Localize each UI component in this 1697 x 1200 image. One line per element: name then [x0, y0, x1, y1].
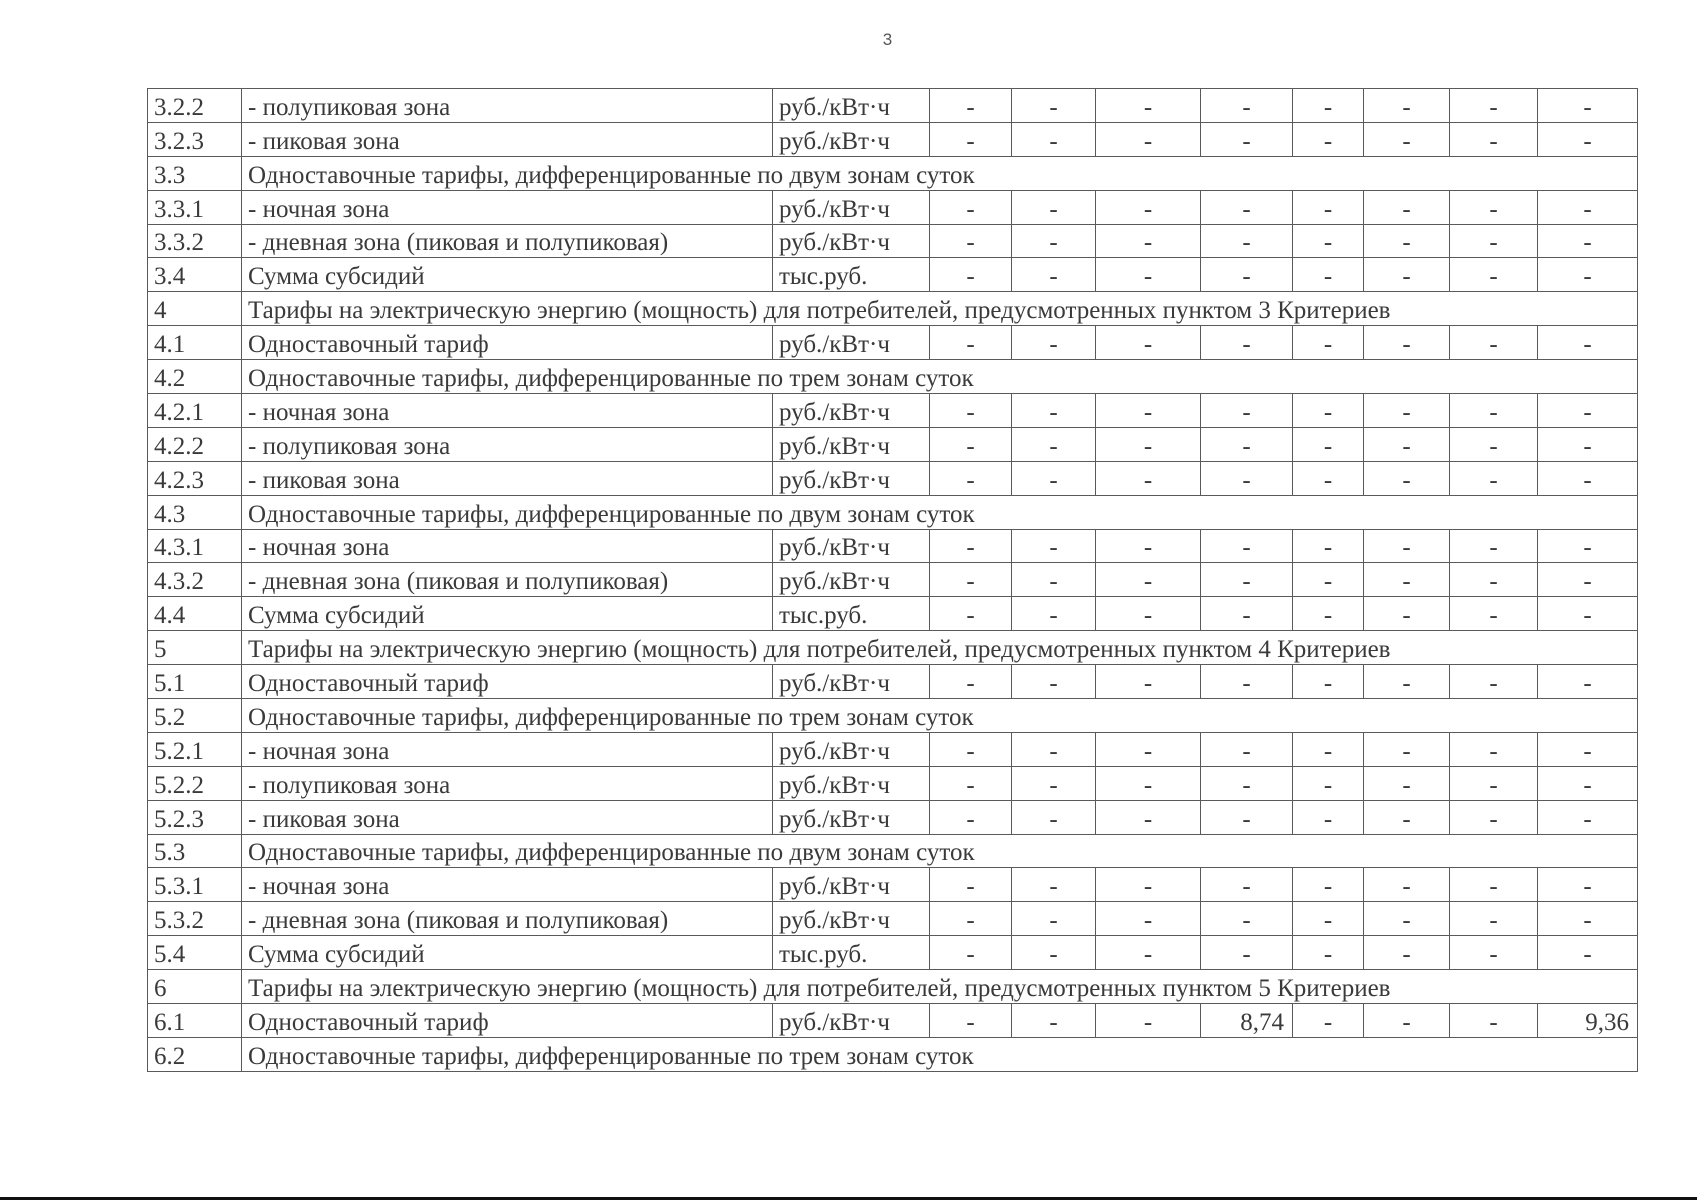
row-name: - дневная зона (пиковая и полупиковая) [242, 224, 773, 258]
value-cell: - [1364, 597, 1450, 631]
value-cell: - [1538, 766, 1638, 800]
section-row [148, 156, 1638, 190]
value-cell: - [1364, 665, 1450, 699]
section-title: Одноставочные тарифы, дифференцированные по трем зонам суток [242, 1037, 1638, 1071]
section-title: Одноставочные тарифы, дифференцированные по трем зонам суток [242, 699, 1638, 733]
unit-cell: руб./кВт·ч [773, 190, 930, 224]
value-cell: - [1364, 529, 1450, 563]
section-title: Тарифы на электрическую энергию (мощность) для потребителей, предусмотренных пунктом 3 Критериев [242, 292, 1638, 326]
value-cell: - [1538, 89, 1638, 123]
row-name: - полупиковая зона [242, 766, 773, 800]
value-cell: - [1293, 766, 1364, 800]
table-row [148, 122, 1638, 156]
value-cell: - [1012, 529, 1096, 563]
value-cell: - [930, 122, 1012, 156]
unit-cell: руб./кВт·ч [773, 766, 930, 800]
value-cell: - [1096, 563, 1201, 597]
value-cell: - [930, 326, 1012, 360]
row-number: 4.1 [148, 326, 242, 360]
value-cell: - [1364, 563, 1450, 597]
value-cell: - [1201, 665, 1293, 699]
value-cell: - [1096, 89, 1201, 123]
value-cell: - [1096, 1004, 1201, 1038]
value-cell: - [1201, 868, 1293, 902]
value-cell: - [930, 190, 1012, 224]
unit-cell: руб./кВт·ч [773, 326, 930, 360]
row-number: 5.2 [148, 699, 242, 733]
section-title: Тарифы на электрическую энергию (мощность) для потребителей, предусмотренных пунктом 4 Критериев [242, 631, 1638, 665]
value-cell: - [1201, 800, 1293, 834]
row-number: 6.1 [148, 1004, 242, 1038]
row-name: - ночная зона [242, 394, 773, 428]
table-row [148, 1004, 1638, 1038]
value-cell: - [1012, 224, 1096, 258]
value-cell: - [1201, 122, 1293, 156]
row-name: Сумма субсидий [242, 597, 773, 631]
value-cell: - [930, 461, 1012, 495]
section-row [148, 495, 1638, 529]
value-cell: - [1201, 563, 1293, 597]
value-cell: - [1538, 868, 1638, 902]
value-cell: - [930, 563, 1012, 597]
value-cell: - [1201, 326, 1293, 360]
value-cell: - [1538, 529, 1638, 563]
value-cell: - [1012, 427, 1096, 461]
value-cell: - [1293, 461, 1364, 495]
unit-cell: руб./кВт·ч [773, 461, 930, 495]
section-row [148, 360, 1638, 394]
unit-cell: тыс.руб. [773, 258, 930, 292]
value-cell: - [1012, 597, 1096, 631]
value-cell: - [1450, 224, 1538, 258]
row-number: 4.3 [148, 495, 242, 529]
value-cell: - [930, 732, 1012, 766]
row-number: 5.2.1 [148, 732, 242, 766]
value-cell: - [930, 665, 1012, 699]
row-number: 4.3.1 [148, 529, 242, 563]
unit-cell: руб./кВт·ч [773, 665, 930, 699]
value-cell: - [1012, 936, 1096, 970]
value-cell: - [1538, 563, 1638, 597]
value-cell: - [1450, 732, 1538, 766]
section-title: Одноставочные тарифы, дифференцированные по двум зонам суток [242, 495, 1638, 529]
row-name: - дневная зона (пиковая и полупиковая) [242, 563, 773, 597]
value-cell: - [1096, 665, 1201, 699]
table-row [148, 800, 1638, 834]
value-cell: - [1538, 326, 1638, 360]
section-title: Одноставочные тарифы, дифференцированные по двум зонам суток [242, 156, 1638, 190]
section-row [148, 292, 1638, 326]
value-cell: - [930, 89, 1012, 123]
value-cell: - [1538, 597, 1638, 631]
row-number: 5.3 [148, 834, 242, 868]
value-cell: - [930, 1004, 1012, 1038]
table-row [148, 258, 1638, 292]
value-cell: - [1450, 326, 1538, 360]
row-number: 4.3.2 [148, 563, 242, 597]
row-number: 3.3.2 [148, 224, 242, 258]
value-cell: - [1096, 190, 1201, 224]
value-cell: - [1201, 732, 1293, 766]
value-cell: - [1293, 258, 1364, 292]
unit-cell: руб./кВт·ч [773, 427, 930, 461]
row-name: Одноставочный тариф [242, 665, 773, 699]
value-cell: - [1293, 902, 1364, 936]
value-cell: - [1538, 461, 1638, 495]
unit-cell: руб./кВт·ч [773, 563, 930, 597]
value-cell: - [1096, 258, 1201, 292]
row-name: - ночная зона [242, 529, 773, 563]
value-cell: - [1012, 868, 1096, 902]
value-cell: - [1293, 190, 1364, 224]
section-row [148, 834, 1638, 868]
value-cell: - [1538, 427, 1638, 461]
value-cell: - [1293, 326, 1364, 360]
row-name: Одноставочный тариф [242, 1004, 773, 1038]
row-name: - ночная зона [242, 732, 773, 766]
value-cell: - [1293, 597, 1364, 631]
section-title: Одноставочные тарифы, дифференцированные по двум зонам суток [242, 834, 1638, 868]
table-row [148, 902, 1638, 936]
row-number: 4 [148, 292, 242, 326]
value-cell: - [1096, 122, 1201, 156]
value-cell: - [1538, 258, 1638, 292]
value-cell: - [1201, 394, 1293, 428]
value-cell: - [1538, 800, 1638, 834]
section-row [148, 631, 1638, 665]
value-cell: - [1012, 766, 1096, 800]
value-cell: - [1364, 766, 1450, 800]
table-body [148, 89, 1638, 1072]
value-cell: - [1450, 122, 1538, 156]
unit-cell: руб./кВт·ч [773, 224, 930, 258]
value-cell: - [1096, 427, 1201, 461]
value-cell: - [1450, 258, 1538, 292]
unit-cell: тыс.руб. [773, 936, 930, 970]
row-name: - полупиковая зона [242, 427, 773, 461]
value-cell: - [930, 868, 1012, 902]
table-row [148, 89, 1638, 123]
unit-cell: руб./кВт·ч [773, 800, 930, 834]
value-cell: - [1293, 936, 1364, 970]
value-cell: - [1538, 902, 1638, 936]
row-name: - пиковая зона [242, 800, 773, 834]
value-cell: - [1012, 665, 1096, 699]
value-cell: - [1096, 326, 1201, 360]
row-number: 3.3.1 [148, 190, 242, 224]
value-cell: - [1201, 258, 1293, 292]
value-cell: - [1012, 122, 1096, 156]
row-number: 5.3.2 [148, 902, 242, 936]
row-name: - ночная зона [242, 190, 773, 224]
value-cell: - [1012, 89, 1096, 123]
value-cell: - [1293, 224, 1364, 258]
row-number: 3.3 [148, 156, 242, 190]
value-cell: - [1450, 665, 1538, 699]
value-cell: - [1364, 936, 1450, 970]
row-number: 5.2.3 [148, 800, 242, 834]
value-cell: - [1096, 394, 1201, 428]
row-name: - ночная зона [242, 868, 773, 902]
unit-cell: руб./кВт·ч [773, 394, 930, 428]
value-cell: - [1096, 597, 1201, 631]
unit-cell: руб./кВт·ч [773, 529, 930, 563]
value-cell: - [1364, 326, 1450, 360]
value-cell: - [1450, 190, 1538, 224]
value-cell: - [1096, 766, 1201, 800]
section-row [148, 970, 1638, 1004]
table-row [148, 868, 1638, 902]
table-row [148, 732, 1638, 766]
value-cell: - [1096, 529, 1201, 563]
table-row [148, 529, 1638, 563]
value-cell: - [1450, 461, 1538, 495]
value-cell: - [1293, 394, 1364, 428]
value-cell: - [1364, 224, 1450, 258]
value-cell: - [1293, 122, 1364, 156]
value-cell: - [1538, 665, 1638, 699]
value-cell: - [1096, 732, 1201, 766]
value-cell: - [1012, 732, 1096, 766]
table-row [148, 597, 1638, 631]
unit-cell: руб./кВт·ч [773, 1004, 930, 1038]
value-cell: - [1201, 461, 1293, 495]
section-row [148, 1037, 1638, 1071]
value-cell: - [1450, 868, 1538, 902]
row-number: 4.2.1 [148, 394, 242, 428]
row-number: 3.2.3 [148, 122, 242, 156]
value-cell: - [1201, 89, 1293, 123]
value-cell: - [1012, 563, 1096, 597]
section-title: Тарифы на электрическую энергию (мощность) для потребителей, предусмотренных пунктом 5 Критериев [242, 970, 1638, 1004]
value-cell: - [1450, 563, 1538, 597]
row-number: 6 [148, 970, 242, 1004]
value-cell: - [1096, 936, 1201, 970]
value-cell: - [1012, 258, 1096, 292]
value-cell: - [1201, 936, 1293, 970]
section-title: Одноставочные тарифы, дифференцированные по трем зонам суток [242, 360, 1638, 394]
row-number: 4.2.2 [148, 427, 242, 461]
table-row [148, 461, 1638, 495]
value-cell: - [1096, 224, 1201, 258]
value-cell: - [1364, 89, 1450, 123]
value-cell: - [930, 597, 1012, 631]
table-row [148, 665, 1638, 699]
table-row [148, 394, 1638, 428]
value-cell: 8,74 [1201, 1004, 1293, 1038]
value-cell: - [1450, 89, 1538, 123]
value-cell: - [1450, 597, 1538, 631]
value-cell: - [1096, 902, 1201, 936]
unit-cell: руб./кВт·ч [773, 122, 930, 156]
table-row [148, 190, 1638, 224]
unit-cell: руб./кВт·ч [773, 732, 930, 766]
value-cell: - [930, 936, 1012, 970]
value-cell: - [1364, 122, 1450, 156]
value-cell: - [1538, 732, 1638, 766]
value-cell: - [1293, 800, 1364, 834]
value-cell: - [1012, 902, 1096, 936]
value-cell: - [1096, 868, 1201, 902]
value-cell: - [1364, 427, 1450, 461]
row-name: - дневная зона (пиковая и полупиковая) [242, 902, 773, 936]
value-cell: - [1201, 902, 1293, 936]
table-row [148, 224, 1638, 258]
value-cell: - [1293, 89, 1364, 123]
value-cell: - [930, 902, 1012, 936]
value-cell: - [1012, 190, 1096, 224]
value-cell: - [1364, 394, 1450, 428]
value-cell: - [1364, 732, 1450, 766]
value-cell: - [1450, 529, 1538, 563]
unit-cell: тыс.руб. [773, 597, 930, 631]
value-cell: - [1012, 326, 1096, 360]
value-cell: - [1293, 529, 1364, 563]
value-cell: - [1201, 529, 1293, 563]
value-cell: - [1293, 563, 1364, 597]
value-cell: - [1293, 665, 1364, 699]
page-number: 3 [882, 30, 893, 49]
value-cell: - [1364, 868, 1450, 902]
table-row [148, 936, 1638, 970]
value-cell: - [930, 224, 1012, 258]
value-cell: - [1293, 732, 1364, 766]
table-row [148, 766, 1638, 800]
value-cell: - [1450, 766, 1538, 800]
value-cell: - [1364, 190, 1450, 224]
value-cell: - [1538, 190, 1638, 224]
row-name: Одноставочный тариф [242, 326, 773, 360]
row-number: 5.4 [148, 936, 242, 970]
row-number: 5.3.1 [148, 868, 242, 902]
table-row [148, 326, 1638, 360]
value-cell: - [1201, 190, 1293, 224]
value-cell: - [1012, 800, 1096, 834]
value-cell: - [1538, 394, 1638, 428]
value-cell: - [1450, 800, 1538, 834]
row-name: - полупиковая зона [242, 89, 773, 123]
value-cell: - [1450, 427, 1538, 461]
value-cell: - [930, 800, 1012, 834]
row-number: 4.2 [148, 360, 242, 394]
row-number: 5 [148, 631, 242, 665]
value-cell: - [1096, 800, 1201, 834]
value-cell: - [1364, 461, 1450, 495]
value-cell: - [1364, 258, 1450, 292]
table-row [148, 427, 1638, 461]
row-number: 5.1 [148, 665, 242, 699]
row-number: 4.4 [148, 597, 242, 631]
value-cell: - [930, 394, 1012, 428]
value-cell: - [1201, 766, 1293, 800]
value-cell: - [1012, 1004, 1096, 1038]
value-cell: - [1012, 461, 1096, 495]
value-cell: - [1450, 1004, 1538, 1038]
value-cell: - [930, 427, 1012, 461]
value-cell: - [1096, 461, 1201, 495]
value-cell: - [1012, 394, 1096, 428]
value-cell: - [1364, 800, 1450, 834]
row-number: 3.2.2 [148, 89, 242, 123]
value-cell: - [1364, 1004, 1450, 1038]
value-cell: - [1450, 936, 1538, 970]
value-cell: - [1538, 224, 1638, 258]
value-cell: - [1201, 427, 1293, 461]
value-cell: - [1538, 936, 1638, 970]
value-cell: - [930, 766, 1012, 800]
row-name: - пиковая зона [242, 122, 773, 156]
unit-cell: руб./кВт·ч [773, 89, 930, 123]
row-name: Сумма субсидий [242, 936, 773, 970]
value-cell: - [930, 258, 1012, 292]
value-cell: - [1450, 902, 1538, 936]
unit-cell: руб./кВт·ч [773, 868, 930, 902]
table-row [148, 563, 1638, 597]
row-name: Сумма субсидий [242, 258, 773, 292]
row-number: 5.2.2 [148, 766, 242, 800]
row-number: 6.2 [148, 1037, 242, 1071]
value-cell: - [1293, 1004, 1364, 1038]
value-cell: - [1450, 394, 1538, 428]
unit-cell: руб./кВт·ч [773, 902, 930, 936]
value-cell: - [1201, 597, 1293, 631]
row-name: - пиковая зона [242, 461, 773, 495]
value-cell: - [1538, 122, 1638, 156]
value-cell: - [1201, 224, 1293, 258]
value-cell: 9,36 [1538, 1004, 1638, 1038]
section-row [148, 699, 1638, 733]
value-cell: - [930, 529, 1012, 563]
value-cell: - [1293, 868, 1364, 902]
row-number: 3.4 [148, 258, 242, 292]
value-cell: - [1364, 902, 1450, 936]
tariff-table [147, 88, 1638, 1072]
value-cell: - [1293, 427, 1364, 461]
row-number: 4.2.3 [148, 461, 242, 495]
